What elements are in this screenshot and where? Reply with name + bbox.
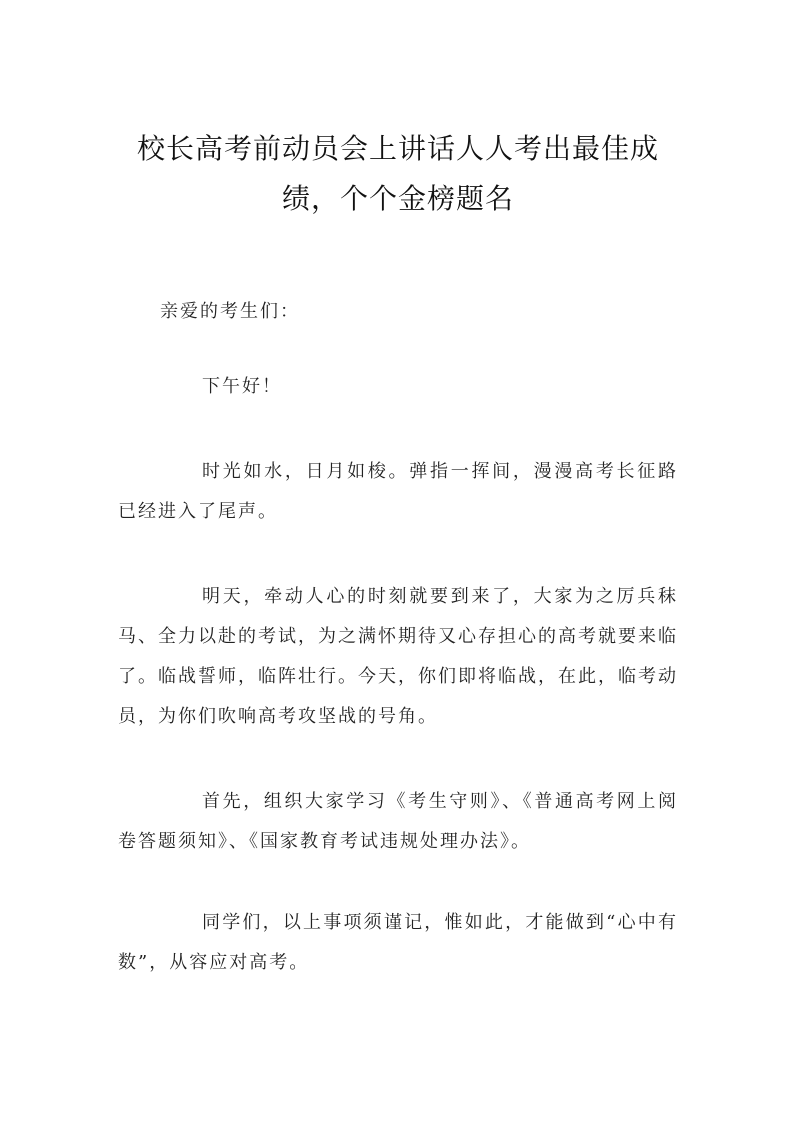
body-paragraph-4: 同学们，以上事项须谨记，惟如此，才能做到“心中有数”，从容应对高考。 bbox=[118, 912, 678, 973]
salutation-paragraph: 亲爱的考生们： bbox=[160, 301, 300, 322]
document-title: 校长高考前动员会上讲话人人考出最佳成绩，个个金榜题名 bbox=[136, 132, 659, 215]
greeting-paragraph: 下午好！ bbox=[202, 376, 282, 397]
body-paragraph-2: 明天，牵动人心的时刻就要到来了，大家为之厉兵秣马、全力以赴的考试，为之满怀期待又心存担心的高考就要来临了。临战誓师，临阵壮行。今天，你们即将临战，在此，临考动员，为你们吹响高考攻坚战的号角。 bbox=[118, 586, 678, 727]
body-paragraph-3: 首先，组织大家学习《考生守则》、《普通高考网上阅卷答题须知》、《国家教育考试违规处理办法》。 bbox=[118, 791, 678, 852]
body-paragraph-1: 时光如水，日月如梭。弹指一挥间，漫漫高考长征路已经进入了尾声。 bbox=[118, 461, 678, 522]
